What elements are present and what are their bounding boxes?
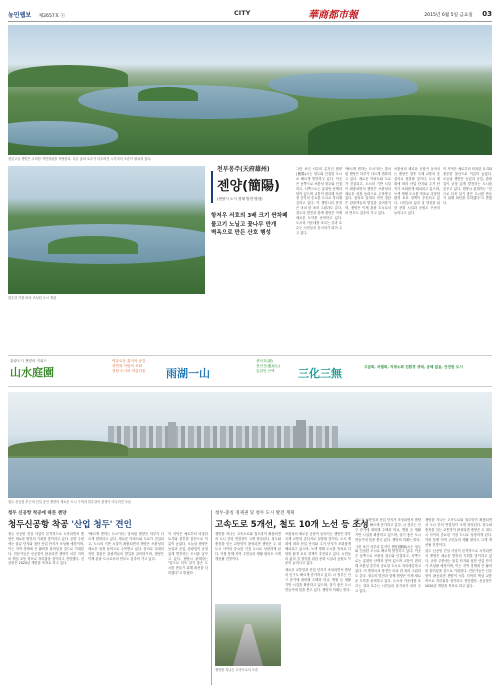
page-number: 03 [482, 10, 492, 18]
body-text: 이 지역은 예로부터 비옥한 토지와 풍부한 물산으로 이름이 높았다. 오늘날 젠양은 농업과 공업, 관광업이 균형 있게 발전하는 도시를 꿈꾸고 있다. 젠양시 관계자는 "앞으로 더욱 살기 좋은 도시를 만들기 위해 최선을 다하겠다"고 밝혔다. [443, 167, 492, 206]
band-keyword: 雨湖一山 [166, 367, 210, 380]
headline-note: (센양시 도시 경제 발전 방향) [217, 197, 263, 201]
tower-shape [296, 420, 306, 448]
body-text: 젠양을 지나는 고속도로와 철도망이 확충되면서 도시 간의 연결성이 크게 향상된다. 청두와 충칭을 잇는 교통망이 완성되면 젠양은 두 대도시 사이의 중요한 거점 도시로 성장하게 된다. 이를 통해 지역 주민들의 생활 편의도 크게 개선될 전망이다. [215, 532, 281, 561]
story3-body [355, 518, 421, 684]
headline-accent-bar [211, 171, 213, 203]
band-label: 센차호(湖) 용천산(龍泉山) 롱취안 산맥 [256, 359, 280, 373]
body-text: 청두 신공항 건설 사업이 본격적으로 시작되면서 젠양은 새로운 발전의 기회를 맞이하고 있다. 공항 주변에는 물류 단지와 첨단 산업 단지가 조성될 예정이며, 이는 지역 경제에 큰 활력을 불어넣을 것으로 기대된다. 전문가들은 신공항이 완공되면 젠양이 서부 지역의 핵심 교통 허브로 자리잡을 것이라고 전망했다. 신공항은 2020년 개항을 목표로 하고 있다. [8, 532, 84, 566]
band-keyword: 山水庭園 [10, 366, 54, 379]
small-river-photo [8, 166, 205, 294]
hill-shape [308, 115, 492, 155]
body-text: "빠르게 변하는 도시"라는 말처럼 젠양은 하루가 다르게 변화하고 있다. 새로운 아파트와 도로가 건설되고, 도시의 기반 시설이 확충되면서 젠양은 쓰촨성의 새로운 성장 동력으로 주목받고 있다. 삼차호 일대의 자연 경관은 관광객들의 발길을 끌어당기며, 젠양은 이제 관광 도시로서의 면모도 갖추어 가고 있다. [345, 167, 391, 216]
section-label: CITY [234, 9, 251, 17]
story2-title: 고속도로 5개선, 철도 10개 노선 등 조성 [215, 520, 369, 530]
top-photo-caption: 천년고읍 센양은 수려한 자연경관을 자랑한다. 푸른 숲과 호수가 어우러진 시가지의 모습이 펼쳐져 있다. [8, 157, 152, 161]
river-shape [8, 458, 492, 498]
issue-date: 2015년 6월 5일 금요일 [424, 13, 473, 18]
hill-shape [48, 236, 138, 254]
story1-title-a: 청두신공항 착공 [8, 520, 72, 530]
story1-body-2 [88, 532, 164, 682]
road-shape [233, 624, 263, 666]
body-text: 그런 보인 서부의 분지인 젠양(簡陽)시는 청두와 인접한 도시로 빠르게 발전하고 있다. 이곳은 동쪽으로 쓰촨성 청두와 인접하고, 서쪽으로는 롱취안 산맥과 닿아 있으며 교통이 편리해 쓰촨성 중부의 중요한 도시로 자리매김하고 있다. 이 젠양시의 풍경은 마치 한 폭의 그림과도 같다. 청두의 발전과 함께 젠양은 이제 새로운 도약을 준비하고 있다. 도시의 가운데를 흐르는 강과 호수는 시민들의 휴식처가 되어 주고 있다. [296, 167, 342, 235]
body-text: "빠르게 변하는 도시"라는 말처럼 젠양은 하루가 다르게 변화하고 있다. 새로운 아파트와 도로가 건설되고, 도시의 기반 시설이 확충되면서 젠양은 쓰촨성의 새로운 성장 동력으로 주목받고 있다. 삼차호 일대의 자연 경관은 관광객들의 발길을 끌어당기며, 젠양은 이제 관광 도시로서의 면모도 갖추어 가고 있다. [88, 532, 164, 561]
body-text: 쓰촨성의 새로운 공항이 들어서는 젠양은 향후 국제 교통의 중심지로 성장할 것이다. 도시 계획에 따라 산업 단지와 주거 단지가 조화롭게 배치되고 있으며, 녹색 생태 도시를 목표로 다양한 환경 보호 정책이 추진되고 있다. 시민들의 삶의 질 향상을 위한 문화 시설과 공원도 꾸준히 늘어나고 있다. [285, 532, 351, 566]
city-river-photo [8, 392, 492, 498]
band-keyword: 三化三無 [298, 367, 342, 380]
story1-title-b: '산업 청두' 견인 [71, 520, 132, 530]
bottom-photo-caption: 청두 신공항 부근에 건설 중인 젠양의 새로운 도시 구역과 한수강의 풍경이 어우러진 모습 [8, 500, 132, 504]
band-cell-2 [112, 359, 252, 385]
story2-body [215, 532, 281, 602]
band-label: 여유로운 휴식의 공간 자연과 사람의 조화 전원 도시의 아름다움 [112, 359, 146, 373]
body-text: 새로운 교통망과 산업 단지가 조성되면서 젠양의 인구도 빠르게 증가하고 있다. 시 정부는 인구 증가에 대비해 주택과 학교, 병원 등 생활 기반 시설을 확충하고 있으며, 살기 좋은 도시 만들기에 힘을 쏟고 있다. 젠양의 미래는 밝다. [285, 568, 351, 592]
headline-kicker: 천부몽주(天府雄州) [217, 166, 270, 173]
story2-body-2 [285, 532, 351, 682]
band-cell-3 [256, 359, 356, 385]
masthead-right [424, 10, 492, 18]
body-text: 새로운 교통망과 산업 단지가 조성되면서 젠양의 인구도 빠르게 증가하고 있다. 시 정부는 인구 증가에 대비해 주택과 학교, 병원 등 생활 기반 시설을 확충하고 있으며, 살기 좋은 도시 만들기에 힘을 쏟고 있다. 젠양의 미래는 밝다. [355, 518, 421, 542]
small-photo-caption: 한수강 가를 따라 조성된 도시 경관 [8, 296, 57, 300]
issue-number: 제2657호 ⓒ [38, 14, 66, 19]
hill-shape [138, 87, 198, 101]
body-text: 젠양을 지나는 고속도로와 철도망이 확충되면서 도시 간의 연결성이 크게 향상된다. 청두와 충칭을 잇는 교통망이 완성되면 젠양은 두 대도시 사이의 중요한 거점 도시로 성장하게 된다. 이를 통해 지역 주민들의 생활 편의도 크게 개선될 전망이다. [425, 518, 492, 547]
highway-photo [215, 604, 281, 666]
column-divider [211, 510, 212, 685]
body-column-3 [394, 167, 440, 349]
band-label: 관광도시 젠양의 키워드 [10, 359, 47, 363]
paper-name: 농민웹보 [8, 12, 32, 19]
body-column-1 [296, 167, 342, 349]
headline-box [211, 167, 293, 349]
story1-title [8, 518, 168, 530]
body-text: 그런 보인 서부의 분지인 젠양(簡陽)시는 청두와 인접한 도시로 빠르게 발전하고 있다. 이곳은 동쪽으로 쓰촨성 청두와 인접하고, 서쪽으로는 롱취안 산맥과 닿아 있으며 교통이 편리해 쓰촨성 중부의 중요한 도시로 자리매김하고 있다. 이 젠양시의 풍경은 마치 한 폭의 그림과도 같다. 청두의 발전과 함께 젠양은 이제 새로운 도약을 준비하고 있다. 도시의 가운데를 흐르는 강과 호수는 시민들의 휴식처가 되어 주고 있다. [355, 544, 421, 593]
lake-shape [268, 73, 418, 99]
story3-body-2 [425, 518, 492, 684]
keyword-band [8, 355, 492, 387]
body-column-2 [345, 167, 391, 349]
body-text: 쓰촨성의 새로운 공항이 들어서는 젠양은 향후 국제 교통의 중심지로 성장할 것이다. 도시 계획에 따라 산업 단지와 주거 단지가 조화롭게 배치되고 있으며, 녹색 생태 도시를 목표로 다양한 환경 보호 정책이 추진되고 있다. 시민들의 삶의 질 향상을 위한 문화 시설과 공원도 꾸준히 늘어나고 있다. [394, 167, 440, 216]
band-label: 고급화, 차별화, 지방소화 친환경 생태, 공해 없음, 안전한 도시 [364, 365, 463, 369]
masthead [8, 6, 492, 22]
headline-title: 젠양(簡陽) [217, 179, 280, 194]
story1-body [8, 532, 84, 682]
masthead-left [8, 10, 65, 19]
hill-shape [8, 65, 128, 87]
top-landscape-photo [8, 25, 492, 155]
headline-subtitle: 항저우 서호의 3배 크기 싼차페 물고기 노닐고 꽃나무 만개 벽옥으로 만든 산호 행성 [211, 213, 288, 236]
band-cell-4 [364, 359, 490, 385]
story1-body-3 [168, 532, 208, 682]
highway-photo-caption: 젠양을 지나는 고속도로의 모습 [215, 668, 259, 672]
band-cell-1 [10, 359, 120, 385]
body-column-4 [443, 167, 492, 349]
lake-shape [8, 121, 118, 147]
hill-shape [8, 440, 128, 456]
body-text: 청두 신공항 건설 사업이 본격적으로 시작되면서 젠양은 새로운 발전의 기회를 맞이하고 있다. 공항 주변에는 물류 단지와 첨단 산업 단지가 조성될 예정이며, 이는 지역 경제에 큰 활력을 불어넣을 것으로 기대된다. 전문가들은 신공항이 완공되면 젠양이 서부 지역의 핵심 교통 허브로 자리잡을 것이라고 전망했다. 신공항은 2020년 개항을 목표로 하고 있다. [425, 549, 492, 588]
tower-shape [168, 422, 176, 448]
newspaper-logo: 華商都市報 [308, 10, 358, 21]
body-text: 이 지역은 예로부터 비옥한 토지와 풍부한 물산으로 이름이 높았다. 오늘날 젠양은 농업과 공업, 관광업이 균형 있게 발전하는 도시를 꿈꾸고 있다. 젠양시 관계자는 "앞으로 더욱 살기 좋은 도시를 만들기 위해 최선을 다하겠다"고 밝혔다. [168, 532, 208, 576]
story1-section: 청두 신공항 착공에 따른 젠양 [8, 511, 67, 516]
story2-section: 청두·충칭 경제권 및 청두 도시 발전 계획 [215, 511, 295, 516]
